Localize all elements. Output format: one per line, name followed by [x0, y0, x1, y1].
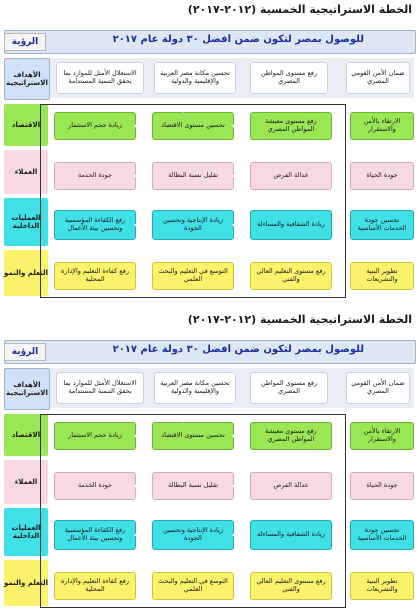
- flow-note: تحسين الأداء: [168, 417, 197, 423]
- learning-objective: تطوير البنية والتشريعات: [350, 572, 414, 600]
- goal-box: الاستغلال الأمثل للموارد بما يحقق التنمية المستدامة: [56, 372, 144, 404]
- flow-connector: [290, 190, 292, 210]
- strategy-map-bottom: [0, 310, 418, 606]
- flow-arrow: [138, 534, 150, 536]
- customer-objective: جودة الخدمة: [54, 472, 136, 500]
- goal-box: رفع مستوى المواطن المصري: [250, 62, 328, 94]
- flow-arrow: [138, 125, 150, 127]
- vision-text: للوصول بمصر لتكون ضمن أفضل ٣٠ دولة عام ٢٠١٧: [112, 344, 364, 355]
- flow-note: تحقيق التنمية المستدامة: [148, 562, 204, 568]
- flow-note: العدالة: [176, 465, 191, 471]
- learning-objective: رفع مستوى التعليم العالي والفني: [250, 572, 332, 600]
- flow-arrow: [236, 125, 248, 127]
- internal-objective: رفع الكفاءة المؤسسية وتحسين بيئة الأعمال: [54, 520, 136, 550]
- vision-text: للوصول بمصر لتكون ضمن أفضل ٣٠ دولة عام ٢٠١٧: [112, 34, 364, 45]
- learning-objective: رفع كفاءة التعليم والإدارة المحلية: [54, 262, 136, 290]
- row-label-customers: العملاء: [4, 460, 48, 504]
- row-label-learning: التعلم والنمو: [4, 560, 48, 606]
- economy-objective: رفع مستوى معيشة المواطن المصري: [250, 422, 332, 450]
- row-label-learning: التعلم والنمو: [4, 250, 48, 296]
- page-title: الخطة الاستراتيجية الخمسية (٢٠١٢-٢٠١٧): [187, 313, 412, 326]
- row-label-goals: الأهداف الاستراتيجية: [4, 368, 50, 410]
- row-label-internal: العمليات الداخلية: [4, 508, 48, 556]
- row-label-economy: الاقتصاد: [4, 104, 48, 146]
- row-label-economy: الاقتصاد: [4, 414, 48, 456]
- economy-objective: زيادة حجم الاستثمار: [54, 112, 136, 140]
- vision-label: الرؤية: [4, 33, 46, 51]
- row-label-goals: الأهداف الاستراتيجية: [4, 58, 50, 100]
- flow-note: تحسين الأداء: [168, 107, 197, 113]
- customer-objective: عدالة الفرص: [250, 472, 332, 500]
- goal-box: ضمان الأمن القومي المصري: [346, 372, 410, 404]
- economy-objective: تحسين مستوى الاقتصاد: [152, 112, 234, 140]
- customer-objective: تقليل نسبة البطالة: [152, 472, 234, 500]
- row-label-internal: العمليات الداخلية: [4, 198, 48, 246]
- flow-note: الأولويات: [168, 203, 189, 209]
- internal-objective: زيادة الشفافية والمساءلة: [250, 210, 332, 240]
- flow-connector: [192, 140, 194, 162]
- flow-connector: [192, 450, 194, 472]
- flow-arrow: [236, 435, 248, 437]
- internal-objective: رفع الكفاءة المؤسسية وتحسين بيئة الأعمال: [54, 210, 136, 240]
- flow-arrow: [138, 175, 150, 177]
- strategy-map-top: [0, 0, 418, 296]
- goal-box: الاستغلال الأمثل للموارد بما يحقق التنمية المستدامة: [56, 62, 144, 94]
- learning-objective: التوسع في التعليم والبحث العلمي: [152, 572, 234, 600]
- goal-box: رفع مستوى المواطن المصري: [250, 372, 328, 404]
- flow-note: الأولويات: [168, 513, 189, 519]
- customer-objective: جودة الحياة: [350, 472, 414, 500]
- economy-objective: زيادة حجم الاستثمار: [54, 422, 136, 450]
- internal-objective: زيادة الإنتاجية وتحسين الجودة: [152, 520, 234, 550]
- flow-note: تحقيق التنمية المستدامة: [148, 252, 204, 258]
- page-title: الخطة الاستراتيجية الخمسية (٢٠١٢-٢٠١٧): [187, 3, 412, 16]
- economy-objective: رفع مستوى معيشة المواطن المصري: [250, 112, 332, 140]
- learning-objective: التوسع في التعليم والبحث العلمي: [152, 262, 234, 290]
- internal-objective: تحسين جودة الخدمات الأساسية: [350, 210, 414, 240]
- flow-arrow: [236, 485, 248, 487]
- row-label-customers: العملاء: [4, 150, 48, 194]
- learning-objective: رفع مستوى التعليم العالي والفني: [250, 262, 332, 290]
- internal-objective: زيادة الشفافية والمساءلة: [250, 520, 332, 550]
- flow-note: العدالة: [176, 155, 191, 161]
- flow-connector: [94, 240, 96, 262]
- flow-connector: [290, 500, 292, 520]
- flow-arrow: [138, 435, 150, 437]
- goal-box: تحسين مكانة مصر العربية والإقليمية والدولية: [154, 372, 236, 404]
- flow-arrow: [138, 485, 150, 487]
- flow-arrow: [236, 175, 248, 177]
- vision-label: الرؤية: [4, 343, 46, 361]
- flow-arrow: [236, 534, 248, 536]
- customer-objective: عدالة الفرص: [250, 162, 332, 190]
- internal-objective: تحسين جودة الخدمات الأساسية: [350, 520, 414, 550]
- goal-box: تحسين مكانة مصر العربية والإقليمية والدولية: [154, 62, 236, 94]
- flow-arrow: [138, 224, 150, 226]
- customer-objective: جودة الحياة: [350, 162, 414, 190]
- customer-objective: تقليل نسبة البطالة: [152, 162, 234, 190]
- economy-objective: الارتقاء بالأمن والاستقرار: [350, 422, 414, 450]
- learning-objective: تطوير البنية والتشريعات: [350, 262, 414, 290]
- flow-arrow: [236, 224, 248, 226]
- learning-objective: رفع كفاءة التعليم والإدارة المحلية: [54, 572, 136, 600]
- economy-objective: الارتقاء بالأمن والاستقرار: [350, 112, 414, 140]
- internal-objective: زيادة الإنتاجية وتحسين الجودة: [152, 210, 234, 240]
- customer-objective: جودة الخدمة: [54, 162, 136, 190]
- goal-box: ضمان الأمن القومي المصري: [346, 62, 410, 94]
- flow-connector: [94, 550, 96, 572]
- economy-objective: تحسين مستوى الاقتصاد: [152, 422, 234, 450]
